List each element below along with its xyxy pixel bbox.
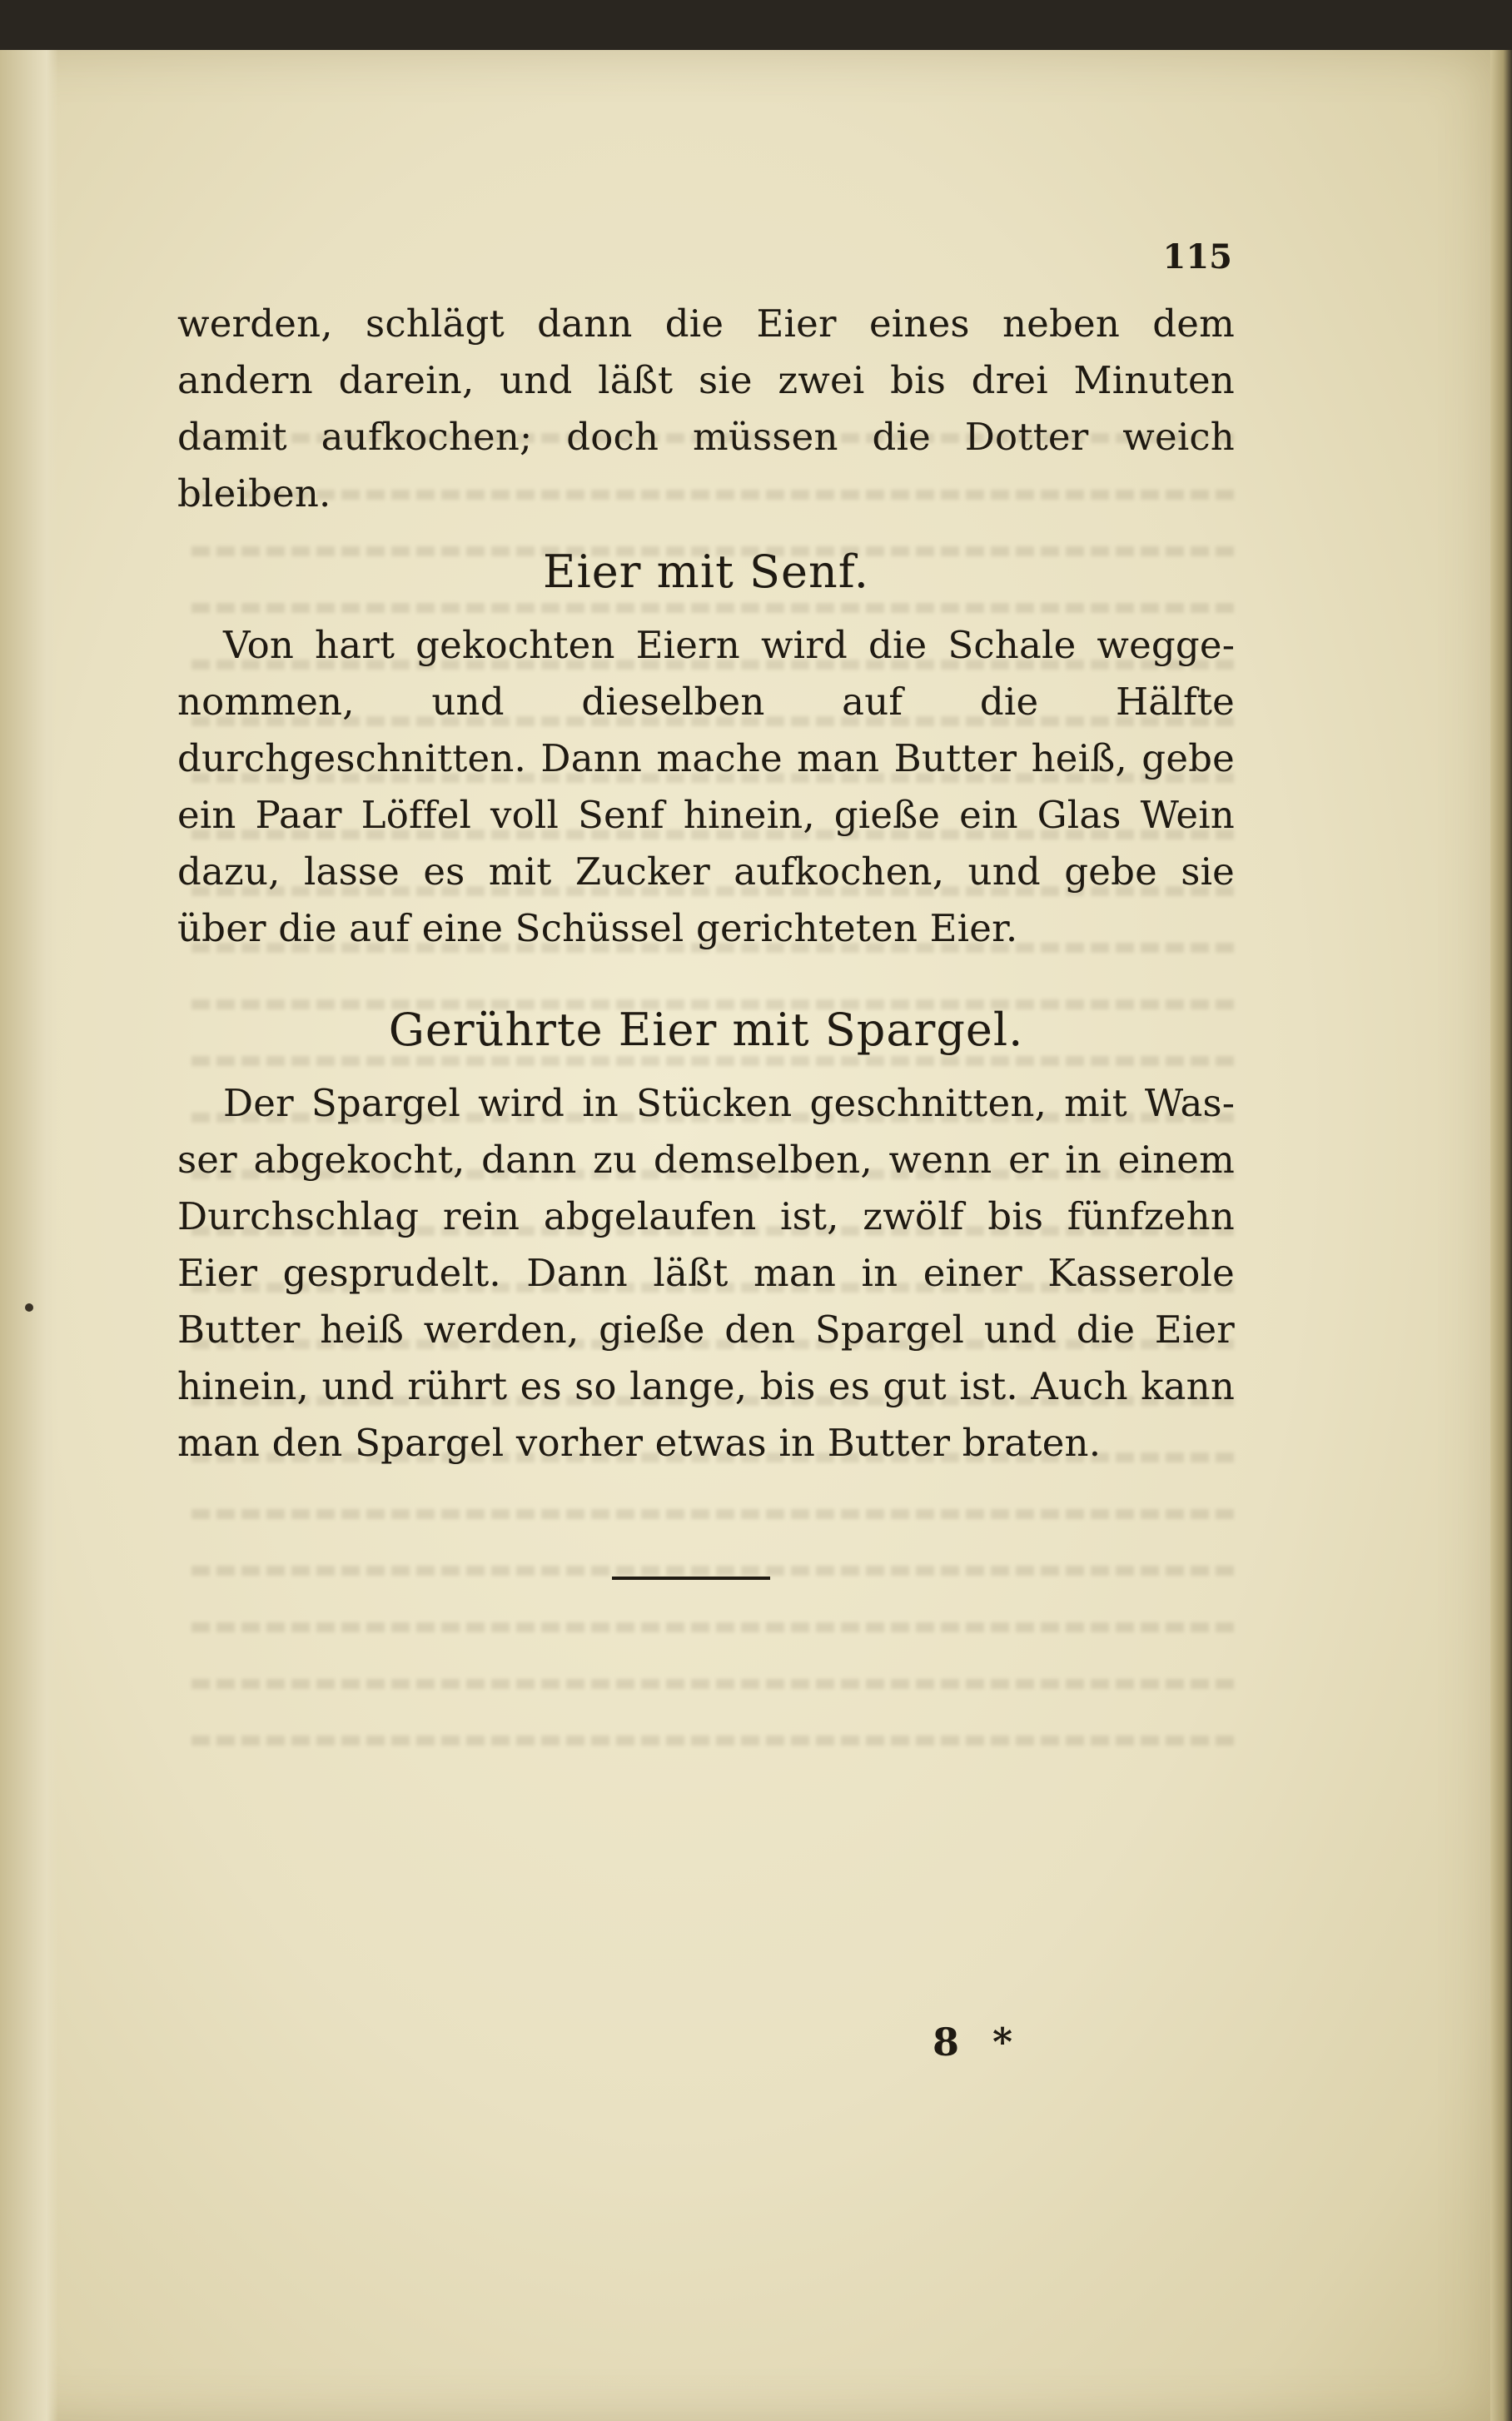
paragraph-eier-mit-senf: Von hart gekochten Eiern wird die Schale weggenommen, und dieselben auf die Hälfte durchgeschnitten. Dann mache man Butter heiß, gebe ein Paar Löffel voll Senf hinein, gieße ein Glas Wein dazu, lasse es mit Zucker aufkochen, und gebe sie über die auf eine Schüssel gerichteten Eier. xyxy=(177,623,1235,950)
recipe-heading-geruehrte-eier: Gerührte Eier mit Spargel. xyxy=(388,1004,1024,1056)
page-body xyxy=(177,175,1235,1472)
paragraph-intro: werden, schlägt dann die Eier eines neben dem andern darein, und läßt sie zwei bis drei Minuten damit aufkochen; doch müssen die Dotter weich bleiben. xyxy=(177,301,1235,516)
paragraph-geruehrte-eier: Der Spargel wird in Stücken geschnitten, mit Wasser abgekocht, dann zu demselben, wenn er in einem Durchschlag rein abgelaufen ist, zwölf bis fünfzehn Eier gesprudelt. Dann läßt man in einer Kasserole Butter heiß werden, gieße den Spargel und die Eier hinein, und rührt es so lange, bis es gut ist. Auch kann man den Spargel vorher etwas in Butter braten. xyxy=(177,1081,1235,1465)
recipe-heading-eier-mit-senf: Eier mit Senf. xyxy=(543,545,869,598)
page-number: 115 xyxy=(1162,237,1232,276)
page-edge xyxy=(1490,50,1512,2421)
margin-spot xyxy=(25,1303,33,1312)
signature-mark: 8 * xyxy=(933,2020,1023,2065)
page-gutter xyxy=(0,50,58,2421)
section-rule xyxy=(612,1577,770,1580)
